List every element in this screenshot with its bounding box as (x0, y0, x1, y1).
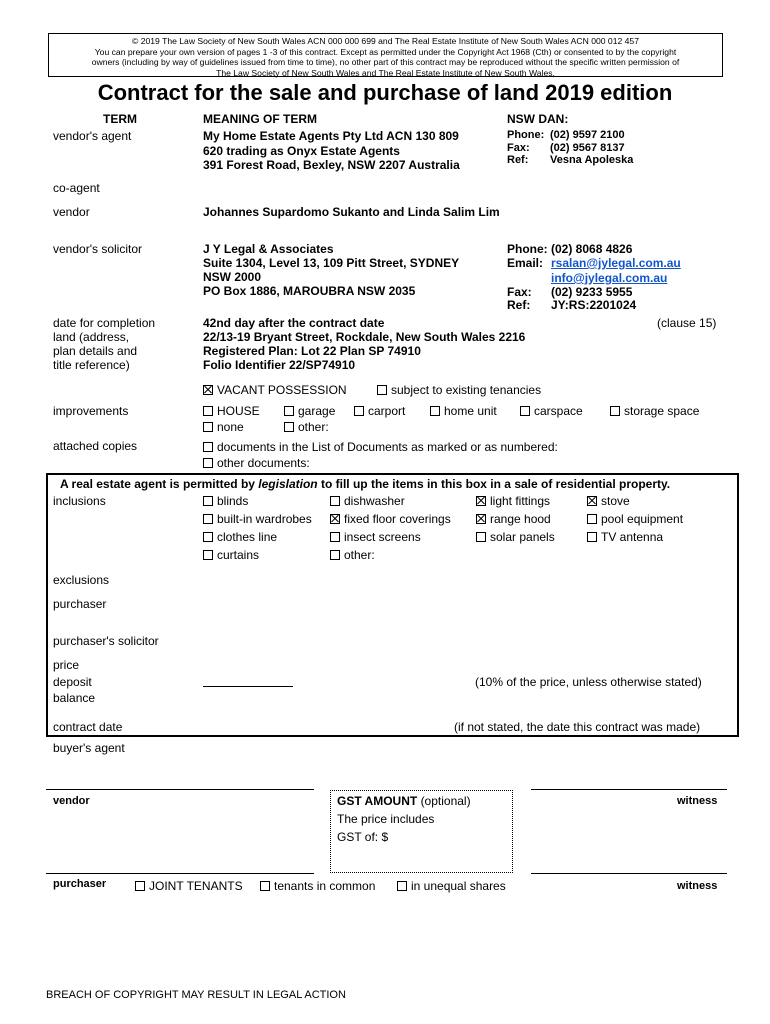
stove-option[interactable]: stove (587, 494, 630, 508)
co-agent-label: co-agent (53, 181, 100, 195)
checkbox-icon (430, 406, 440, 416)
term-header: TERM (103, 112, 137, 126)
vendor-signature-label: vendor (53, 795, 90, 807)
built-in-wardrobes-option[interactable]: built-in wardrobes (203, 512, 312, 526)
improvements-other-option[interactable]: other: (284, 420, 329, 434)
agent-phone: (02) 9597 2100 (550, 129, 625, 141)
checkbox-icon (203, 496, 213, 506)
solicitor-line: Suite 1304, Level 13, 109 Pitt Street, SYDNEY (203, 256, 460, 270)
land-value: Registered Plan: Lot 22 Plan SP 74910 (203, 344, 421, 358)
curtains-option[interactable]: curtains (203, 548, 259, 562)
vendors-agent-line: My Home Estate Agents Pty Ltd ACN 130 809 (203, 129, 459, 143)
copyright-notice (48, 33, 723, 77)
deposit-label: deposit (53, 675, 92, 689)
witness-label: witness (677, 795, 718, 807)
solicitor-email-link[interactable]: info@jylegal.com.au (551, 271, 668, 285)
blinds-option[interactable]: blinds (203, 494, 248, 508)
nsw-dan-header: NSW DAN: (507, 112, 569, 126)
price-label: price (53, 658, 80, 672)
solicitor-line: J Y Legal & Associates (203, 242, 334, 256)
checkbox-icon (610, 406, 620, 416)
solicitor-email-label: Email: (507, 256, 544, 270)
land-value: 22/13-19 Bryant Street, Rockdale, New South Wales 2216 (203, 330, 526, 344)
witness-signature-line (531, 873, 727, 874)
clause-reference: (clause 15) (657, 316, 717, 330)
dishwasher-option[interactable]: dishwasher (330, 494, 405, 508)
checked-box-icon (476, 496, 486, 506)
unequal-shares-option[interactable]: in unequal shares (397, 879, 506, 893)
checked-box-icon (587, 496, 597, 506)
checkbox-icon (135, 881, 145, 891)
completion-value: 42nd day after the contract date (203, 316, 385, 330)
agent-fax-label: Fax: (507, 142, 530, 154)
vendor-value: Johannes Supardomo Sukanto and Linda Salim Lim (203, 205, 500, 219)
buyers-agent-label: buyer's agent (53, 741, 125, 755)
land-label: plan details and (53, 344, 138, 358)
checkbox-icon (203, 442, 213, 452)
checkbox-icon (203, 422, 213, 432)
solicitor-fax: (02) 9233 5955 (551, 285, 633, 299)
inclusions-label: inclusions (53, 494, 106, 508)
agent-ref: Vesna Apoleska (550, 154, 634, 166)
checkbox-icon (587, 514, 597, 524)
fixed-floor-coverings-option[interactable]: fixed floor coverings (330, 512, 451, 526)
solicitor-line: PO Box 1886, MAROUBRA NSW 2035 (203, 284, 416, 298)
vendors-agent-line: 620 trading as Onyx Estate Agents (203, 144, 400, 158)
contract-date-note: (if not stated, the date this contract was made) (454, 720, 701, 734)
checkbox-icon (587, 532, 597, 542)
checkbox-icon (377, 385, 387, 395)
checkbox-icon (520, 406, 530, 416)
checkbox-icon (330, 550, 340, 560)
solicitor-line: NSW 2000 (203, 270, 262, 284)
land-label: land (address, (53, 330, 130, 344)
checkbox-icon (203, 532, 213, 542)
tv-antenna-option[interactable]: TV antenna (587, 530, 663, 544)
solicitor-fax-label: Fax: (507, 285, 532, 299)
gst-heading: GST AMOUNT (optional) (337, 794, 471, 808)
land-value: Folio Identifier 22/SP74910 (203, 358, 356, 372)
checkbox-icon (397, 881, 407, 891)
gst-line: GST of: $ (337, 830, 389, 844)
vendors-agent-line: 391 Forest Road, Bexley, NSW 2207 Australia (203, 158, 460, 172)
gst-line: The price includes (337, 812, 435, 826)
solar-panels-option[interactable]: solar panels (476, 530, 555, 544)
purchaser-signature-line (46, 873, 314, 874)
agent-phone-label: Phone: (507, 129, 545, 141)
carport-option[interactable]: carport (354, 404, 405, 418)
copyright-line: © 2019 The Law Society of New South Wales ACN 000 000 699 and The Real Estate Institute of New South Wales ACN 000 012 457 (132, 36, 639, 46)
garage-option[interactable]: garage (284, 404, 335, 418)
home-unit-option[interactable]: home unit (430, 404, 497, 418)
vendor-label: vendor (53, 205, 90, 219)
attached-copies-label: attached copies (53, 439, 138, 453)
witness-label: witness (677, 880, 718, 892)
house-option[interactable]: HOUSE (203, 404, 260, 418)
carspace-option[interactable]: carspace (520, 404, 583, 418)
vendors-agent-label: vendor's agent (53, 129, 132, 143)
completion-label: date for completion (53, 316, 156, 330)
vacant-possession-option[interactable]: VACANT POSSESSION (203, 383, 347, 397)
solicitor-phone: (02) 8068 4826 (551, 242, 633, 256)
purchaser-signature-label: purchaser (53, 878, 107, 890)
agent-ref-label: Ref: (507, 154, 529, 166)
light-fittings-option[interactable]: light fittings (476, 494, 550, 508)
solicitor-ref-label: Ref: (507, 298, 531, 312)
checkbox-icon (203, 514, 213, 524)
inclusions-other-option[interactable]: other: (330, 548, 375, 562)
pool-equipment-option[interactable]: pool equipment (587, 512, 683, 526)
checked-box-icon (476, 514, 486, 524)
checkbox-icon (203, 458, 213, 468)
vendors-solicitor-label: vendor's solicitor (53, 242, 142, 256)
joint-tenants-option[interactable]: JOINT TENANTS (135, 879, 243, 893)
copyright-line: owners (including by way of guidelines issued from time to time), no other part of this contract may be reproduced without the specific written permission of (91, 57, 680, 68)
solicitor-email-link[interactable]: rsalan@jylegal.com.au (551, 256, 681, 270)
meaning-header: MEANING OF TERM (203, 112, 317, 126)
checkbox-icon (476, 532, 486, 542)
checkbox-icon (354, 406, 364, 416)
tenants-in-common-option[interactable]: tenants in common (260, 879, 375, 893)
witness-signature-line (531, 789, 727, 790)
checkbox-icon (284, 406, 294, 416)
range-hood-option[interactable]: range hood (476, 512, 551, 526)
deposit-rule (203, 686, 293, 687)
exclusions-label: exclusions (53, 573, 110, 587)
vendor-signature-line (46, 789, 314, 790)
solicitor-phone-label: Phone: (507, 242, 548, 256)
purchasers-solicitor-label: purchaser's solicitor (53, 634, 159, 648)
improvements-label: improvements (53, 404, 129, 418)
agent-box-heading: A real estate agent is permitted by legislation to fill up the items in this box in a sale of residential property. (60, 477, 671, 491)
solicitor-ref: JY:RS:2201024 (551, 298, 637, 312)
footer-notice: BREACH OF COPYRIGHT MAY RESULT IN LEGAL ACTION (46, 989, 346, 1001)
balance-label: balance (53, 691, 96, 705)
land-label: title reference) (53, 358, 130, 372)
page-title: Contract for the sale and purchase of land 2019 edition (97, 80, 673, 105)
agent-fax: (02) 9567 8137 (550, 142, 625, 154)
none-option[interactable]: none (203, 420, 244, 434)
checkbox-icon (203, 550, 213, 560)
checkbox-icon (203, 406, 213, 416)
checkbox-icon (284, 422, 294, 432)
existing-tenancies-option[interactable]: subject to existing tenancies (377, 383, 541, 397)
checked-box-icon (203, 385, 213, 395)
insect-screens-option[interactable]: insect screens (330, 530, 421, 544)
contract-date-label: contract date (53, 720, 123, 734)
copyright-line: You can prepare your own version of pages 1 -3 of this contract. Except as permitted under the Copyright Act 1968 (Cth) or consented to by the copyright (94, 46, 677, 57)
checkbox-icon (330, 496, 340, 506)
other-documents-option[interactable]: other documents: (203, 456, 310, 470)
list-of-documents-option[interactable]: documents in the List of Documents as marked or as numbered: (203, 440, 558, 454)
clothes-line-option[interactable]: clothes line (203, 530, 277, 544)
deposit-note: (10% of the price, unless otherwise stated) (475, 675, 702, 689)
checkbox-icon (260, 881, 270, 891)
copyright-line: The Law Society of New South Wales and The Real Estate Institute of New South Wales. (216, 67, 555, 78)
checkbox-icon (330, 532, 340, 542)
checked-box-icon (330, 514, 340, 524)
purchaser-label: purchaser (53, 597, 107, 611)
storage-space-option[interactable]: storage space (610, 404, 699, 418)
